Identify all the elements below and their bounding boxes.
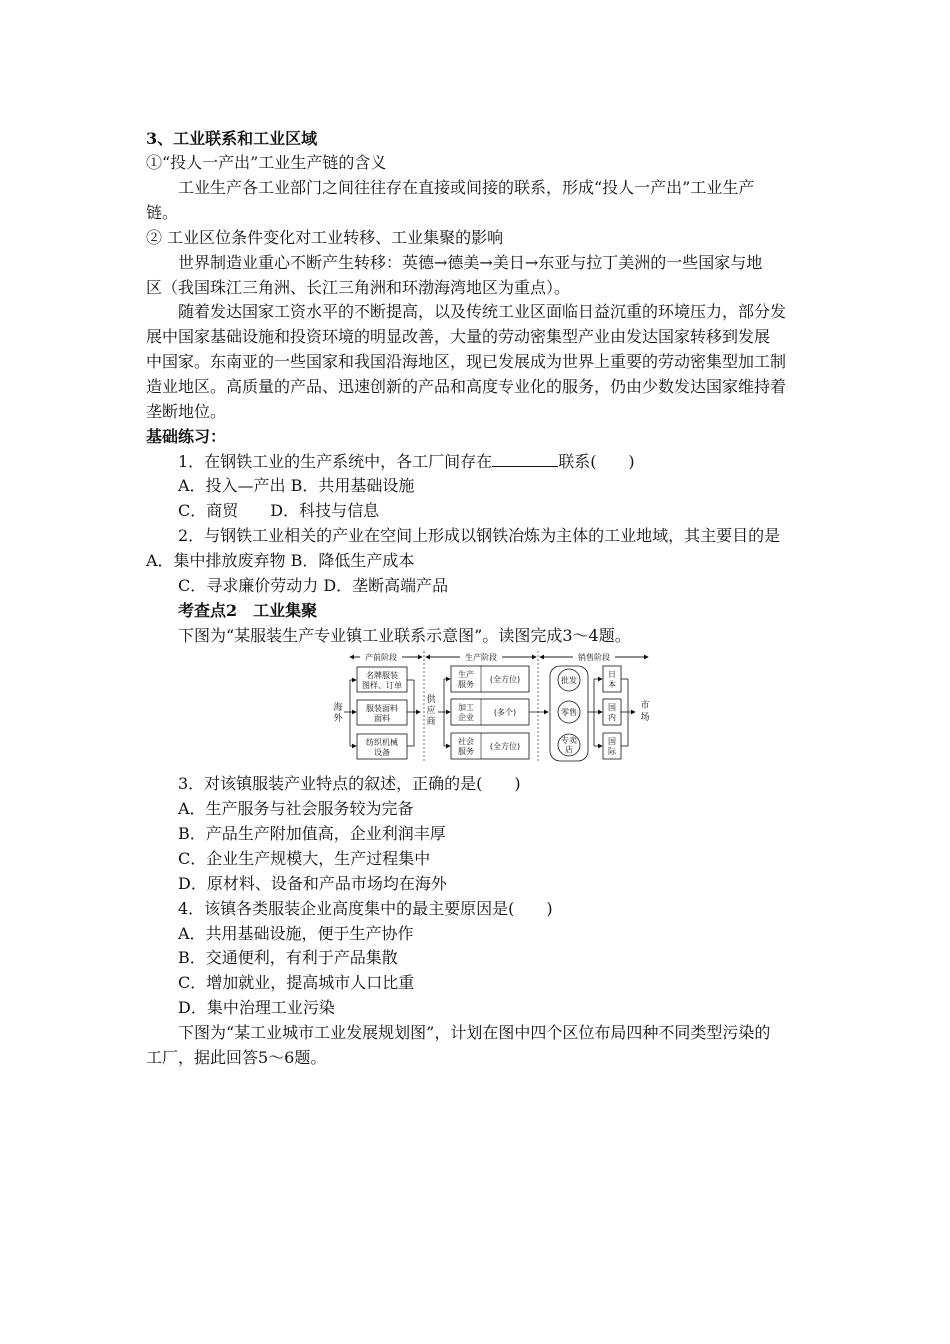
paragraph-line: 链。 — [146, 203, 179, 222]
market-box-text: 国 — [608, 737, 616, 746]
sales-label: 批发 — [561, 676, 577, 685]
supplier-label: 应 — [426, 706, 436, 716]
question-4-option-b: B．交通便利，有利于产品集散 — [178, 948, 398, 967]
paragraph-line: 造业地区。高质量的产品、迅速创新的产品和高度专业化的服务，仍由少数发达国家维持着 — [146, 377, 787, 396]
question-2-options-ab: A．集中排放废弃物 B．降低生产成本 — [146, 551, 415, 570]
box-text: 生产 — [458, 670, 474, 679]
question-1-options-cd: C．商贸 D．科技与信息 — [178, 501, 380, 520]
market-box-text: 际 — [608, 747, 616, 756]
box-text: 纺织机械 — [366, 738, 398, 747]
figure-2-intro-cont: 工厂，据此回答5～6题。 — [146, 1048, 327, 1067]
box-text: 图样、订单 — [362, 681, 402, 690]
sales-label: 店 — [565, 745, 573, 754]
market-box-text: 日 — [608, 670, 616, 679]
box-text: 面料 — [374, 714, 390, 723]
overseas-label: 海 — [333, 703, 343, 713]
overseas-label: 外 — [333, 714, 343, 724]
box-text: 加工 — [458, 703, 474, 712]
question-1-stem-part1: 1．在钢铁工业的生产系统中，各工厂间存在 — [178, 452, 493, 471]
subsection-title-2: ② 工业区位条件变化对工业转移、工业集聚的影响 — [146, 228, 504, 247]
box-tag: (全方位) — [489, 742, 521, 751]
paragraph-line: 展中国家基础设施和投资环境的明显改善，大量的劳动密集型产业由发达国家转移到发展 — [146, 327, 771, 346]
paragraph-line: 随着发达国家工资水平的不断提高，以及传统工业区面临日益沉重的环境压力，部分发 — [178, 302, 787, 321]
question-3-option-d: D．原材料、设备和产品市场均在海外 — [178, 874, 447, 893]
question-3-option-c: C．企业生产规模大，生产过程集中 — [178, 849, 431, 868]
question-4-stem: 4．该镇各类服装企业高度集中的最主要原因是( ) — [178, 899, 553, 918]
box-text: 服装面料 — [366, 704, 398, 713]
box-text: 服务 — [458, 680, 474, 689]
question-4-option-d: D．集中治理工业污染 — [178, 998, 335, 1017]
market-label: 场 — [640, 713, 650, 723]
paragraph-line: 世界制造业重心不断产生转移：英德→德美→美日→东亚与拉丁美洲的一些国家与地 — [178, 253, 763, 272]
paragraph-line: 工业生产各工业部门之间往往存在直接或间接的联系，形成“投人一产出”工业生产 — [178, 178, 755, 197]
question-1-stem — [178, 450, 810, 474]
answer-blank — [492, 450, 558, 467]
market-box-text: 国 — [608, 703, 616, 712]
stage-label-production: 生产阶段 — [465, 653, 497, 662]
box-tag: (全方位) — [489, 675, 521, 684]
question-1-options-ab: A．投入—产出 B．共用基础设施 — [178, 476, 415, 495]
sales-label: 零售 — [561, 708, 577, 717]
question-4-option-c: C．增加就业，提高城市人口比重 — [178, 973, 415, 992]
box-text: 社会 — [458, 737, 474, 746]
question-3-option-b: B．产品生产附加值高，企业利润丰厚 — [178, 824, 446, 843]
box-text: 名牌服装 — [366, 671, 398, 680]
practice-title: 基础练习： — [146, 427, 227, 446]
market-label: 市 — [640, 701, 650, 711]
box-text: 服务 — [458, 747, 474, 756]
subsection-title-1: ①“投人一产出”工业生产链的含义 — [146, 153, 387, 172]
section-title: 3、工业联系和工业区域 — [146, 129, 318, 148]
question-2-stem: 2．与钢铁工业相关的产业在空间上形成以钢铁冶炼为主体的工业地域，其主要目的是 — [178, 526, 781, 545]
box-text: 企业 — [458, 713, 474, 722]
box-tag: (多个) — [493, 708, 517, 717]
sales-label: 专卖 — [561, 736, 577, 745]
figure-2-intro: 下图为“某工业城市工业发展规划图”，计划在图中四个区位布局四种不同类型污染的 — [178, 1023, 771, 1042]
market-box-text: 内 — [608, 713, 616, 722]
stage-label-sales: 销售阶段 — [578, 653, 610, 662]
industrial-linkage-diagram — [330, 650, 660, 765]
question-2-options-cd: C．寻求廉价劳动力 D．垄断高端产品 — [178, 576, 449, 595]
market-box-text: 本 — [608, 680, 616, 689]
box-text: 设备 — [374, 748, 390, 757]
question-3-option-a: A．生产服务与社会服务较为完备 — [178, 799, 414, 818]
paragraph-line: 区（我国珠江三角洲、长江三角洲和环渤海湾地区为重点）。 — [146, 278, 571, 297]
question-4-option-a: A．共用基础设施，便于生产协作 — [178, 924, 414, 943]
supplier-label: 供 — [426, 695, 436, 705]
stage-label-pre: 产前阶段 — [365, 653, 397, 662]
paragraph-line: 垄断地位。 — [146, 402, 227, 421]
key-point-title: 考查点2 工业集聚 — [178, 601, 318, 620]
supplier-label: 商 — [426, 717, 436, 727]
question-1-stem-part2: 联系( ) — [558, 452, 635, 471]
figure-1-intro: 下图为“某服装生产专业镇工业联系示意图”。读图完成3～4题。 — [178, 626, 631, 645]
paragraph-line: 中国家。东南亚的一些国家和我国沿海地区，现已发展成为世界上重要的劳动密集型加工制 — [146, 352, 787, 371]
question-3-stem: 3．对该镇服装产业特点的叙述，正确的是( ) — [178, 774, 521, 793]
